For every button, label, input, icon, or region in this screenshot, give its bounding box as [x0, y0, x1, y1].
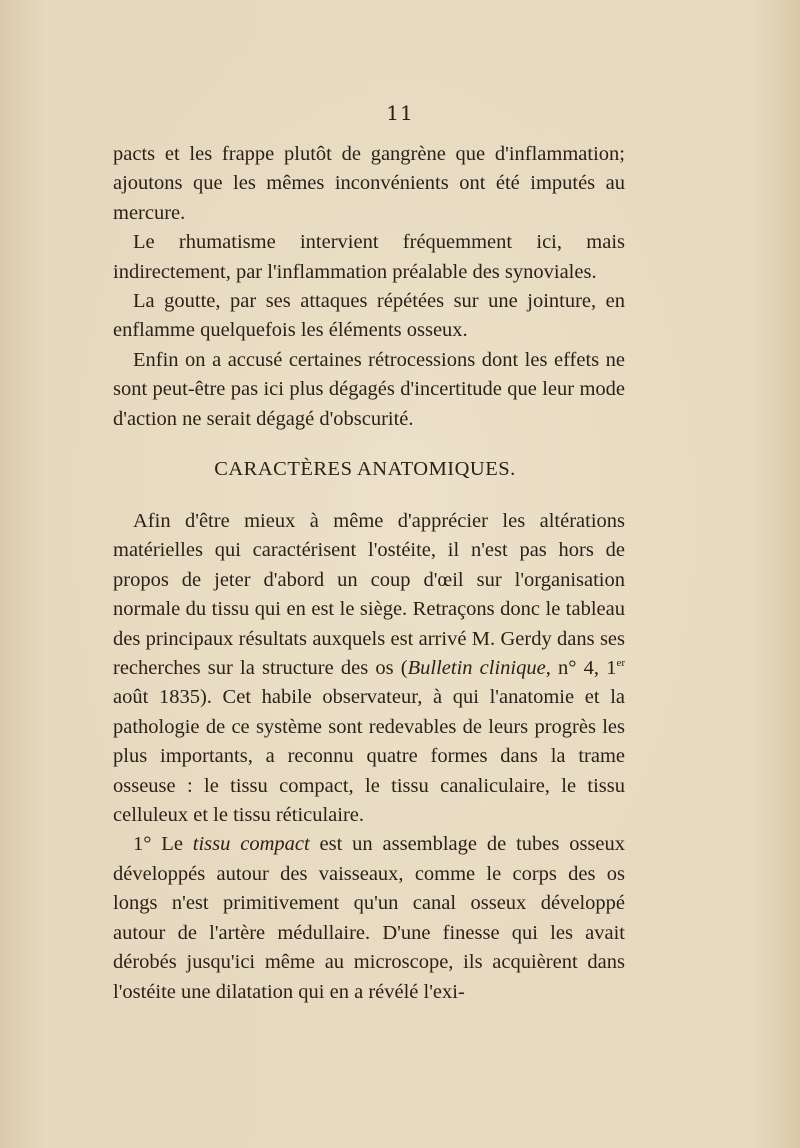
term-tissu-compact: tissu compact [192, 833, 310, 856]
reference-superscript: er [616, 657, 625, 670]
paragraph-anatomy-text: Afin d'être mieux à même d'apprécier les altérations matérielles qui caractérisent l'ostéite, il n'est pas hors de propos de jeter d'abord un coup d'œil sur l'organisation normale du tissu qui en est le siège. Retraçons donc le tableau des principaux résultats auxquels est arrivé M. Gerdy dans ses recherches sur la structure des os ( [113, 510, 625, 680]
paragraph-compact-text: est un assemblage de tubes osseux développés autour des vaisseaux, comme le corps des os longs n'est primitivement qu'un canal osseux développé autour de l'artère médullaire. D'une finesse qui les avait dérobés jusqu'ici même au microscope, ils acquièrent dans l'ostéite une dilatation qui en a révélé l'exi- [113, 833, 625, 1003]
item-number: 1° Le [133, 833, 193, 856]
section-heading: CARACTÈRES ANATOMIQUES. [214, 458, 516, 480]
paragraph-rhumatisme: Le rhumatisme intervient fréquemment ici, mais indirectement, par l'inflammation préalable des synoviales. [113, 231, 625, 283]
paragraph-anatomy-continuation: août 1835). Cet habile observateur, à qui l'anatomie et la pathologie de ce système sont redevables de leurs progrès les plus importants, a reconnu quatre formes dans la trame osseuse : le tissu compact, le tissu canaliculaire, le tissu celluleux et le tissu réticulaire. [113, 686, 625, 827]
text-block-top [113, 140, 625, 434]
text-block-anatomy [113, 507, 625, 1007]
journal-title: Bulletin clinique [407, 657, 546, 680]
page-number: 11 [386, 101, 414, 125]
paragraph-tissu-compact [113, 830, 625, 1006]
paragraph-anatomy [113, 507, 625, 830]
paragraph-retrocessions: Enfin on a accusé certaines rétrocessions dont les effets ne sont peut-être pas ici plus dégagés d'incertitude que leur mode d'action ne serait dégagé d'obscurité. [113, 348, 625, 430]
paragraph-goutte: La goutte, par ses attaques répétées sur une jointure, en enflamme quelquefois les éléments osseux. [113, 290, 625, 342]
paragraph-mercure: pacts et les frappe plutôt de gangrène que d'inflammation; ajoutons que les mêmes inconvénients ont été imputés au mercure. [113, 143, 625, 224]
reference-number: , n° 4, 1 [545, 657, 617, 680]
